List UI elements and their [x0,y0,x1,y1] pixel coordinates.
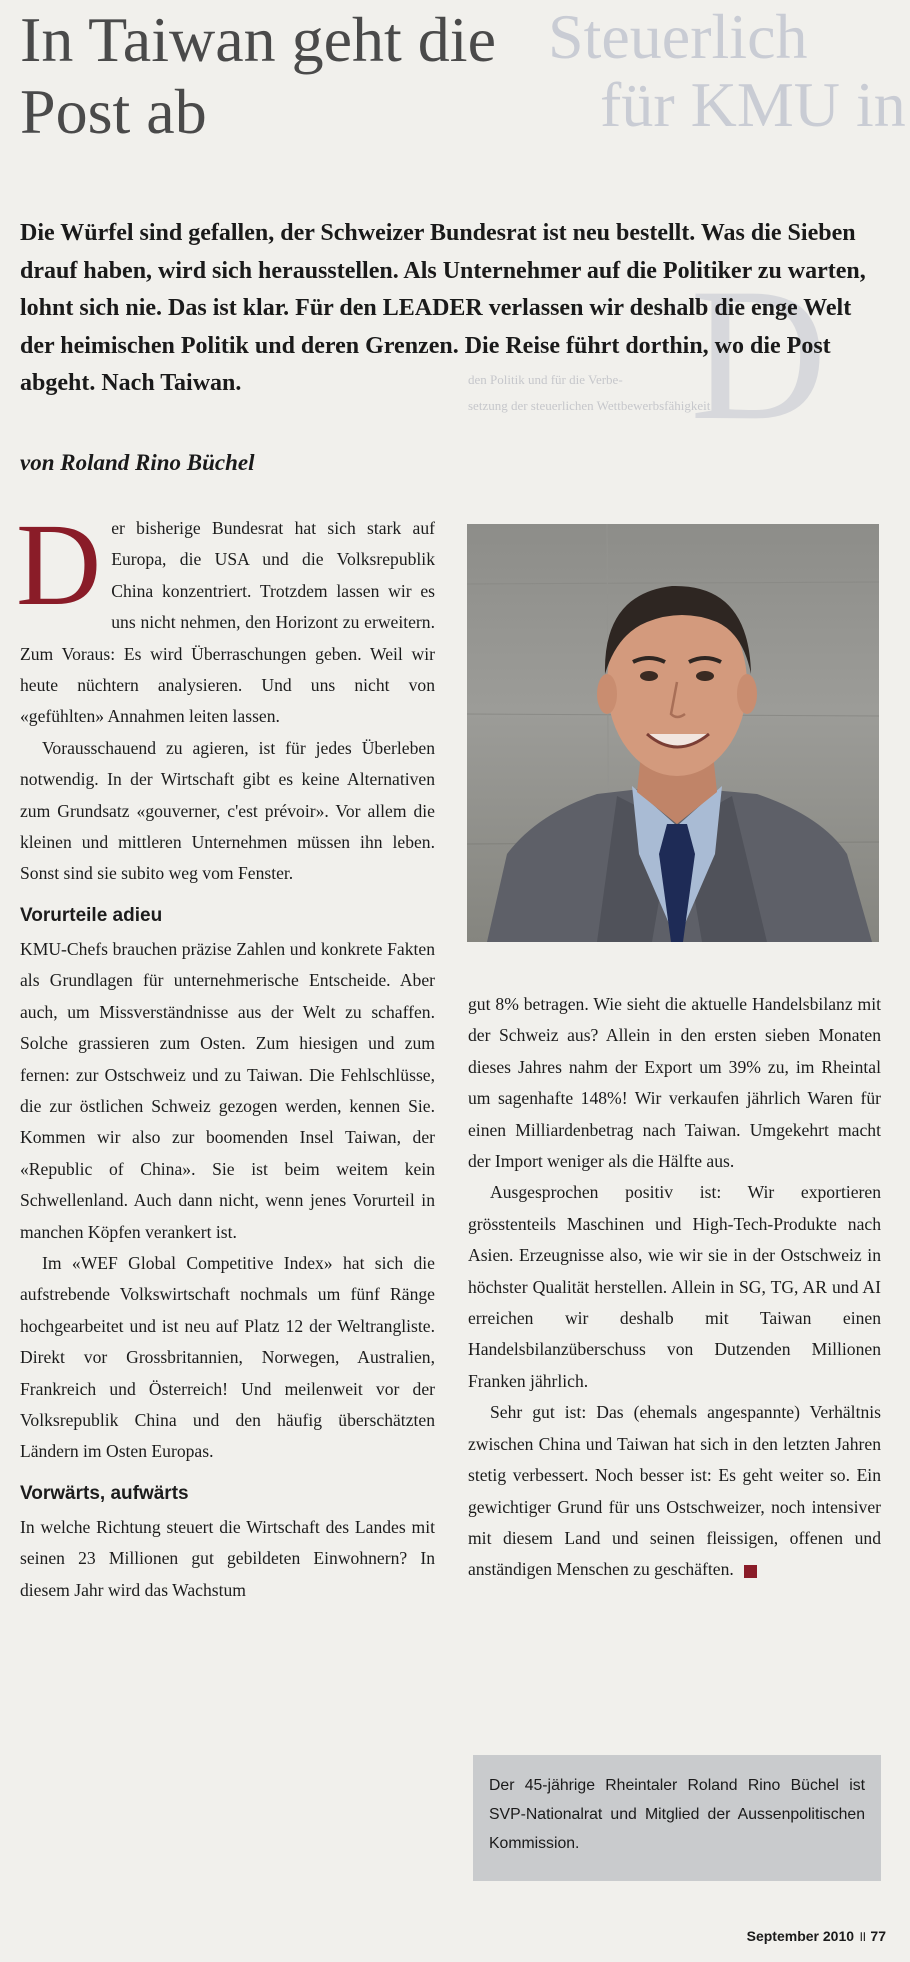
author-portrait-photo [467,524,879,942]
paragraph-3: KMU-Chefs brauchen präzise Zahlen und konkrete Fakten als Grundlagen für unternehmerische Entscheide. Aber auch, um Missverständnisse aus der Welt zu schaffen. Solche grassieren zum Osten. Zum hiesigen und zum fernen: zur Ostschweiz und zu Taiwan. Die Fehlschlüsse, die zur östlichen Schweiz gezogen werden, kennen Sie. Kommen wir also zur boomenden Insel Taiwan, der «Republic of China». Sie ist beim weitem kein Schwellenland. Auch dann nicht, wenn jenes Vorurteil in manchen Köpfen verankert ist. [20,938,435,1242]
article-lead: Die Würfel sind gefallen, der Schweizer Bundesrat ist neu bestellt. Was die Sieben drauf haben, wird sich herausstellen. Als Unternehmer auf die Politiker zu warten, lohnt sich nie. Das ist klar. Für den LEADER verlassen wir deshalb die enge Welt der heimischen Politik und deren Grenzen. Die Reise führt dorthin, wo die Post abgeht. Nach Taiwan. [20,220,866,396]
paragraph-7: Ausgesprochen positiv ist: Wir exportieren grösstenteils Maschinen und High-Tech-Produkte nach Asien. Erzeugnisse also, wie wir sie in der Ostschweiz in höchster Qualität herstellen. Allein in SG, TG, AR und AI erreichen wir deshalb mit Taiwan einen Handelsbilanzüberschuss von Dutzenden Millionen Franken jährlich. [468,1182,881,1391]
page-footer [747,1927,886,1946]
article-headline: In Taiwan geht die Post ab [20,4,496,147]
page-number: 77 [870,1928,886,1944]
paragraph-2: Vorausschauend zu agieren, ist für jedes Überleben notwendig. In der Wirtschaft gibt es keine Alternativen zum Grundsatz «gouverner, c'est prévoir». Vor allem die kleinen und mittleren Unternehmen müssen ihn leben. Sonst sind sie subito weg vom Fenster. [20,737,435,884]
article-column-right [468,989,881,1586]
bleed-text-line1: Steuerlich [548,1,808,72]
drop-cap: D [16,499,102,630]
bleed-text-line2: für KMU in [600,69,906,140]
bleed-dropcap: D [690,250,828,460]
issue-date: September 2010 [746,1928,855,1944]
footer-separator: ॥ [858,1928,867,1944]
paragraph-6: gut 8% betragen. Wie sieht die aktuelle Handelsbilanz mit der Schweiz aus? Allein in den ersten sieben Monaten dieses Jahres nahm der Export um 39% zu, im Rheintal um sagenhafte 148%! Wir verkaufen jährlich Waren für einen Milliardenbetrag nach Taiwan. Umgekehrt macht der Import weniger als die Hälfte aus. [468,994,881,1172]
paragraph-4: Im «WEF Global Competitive Index» hat sich die aufstrebende Volkswirtschaft nochmals um fünf Ränge hochgearbeitet und ist neu auf Platz 12 der Weltrangliste. Direkt vor Grossbritannien, Norwegen, Australien, Frankreich und Österreich! Und meilenweit vor der Volksrepublik China und den häufig überschätzten Ländern im Osten Europas. [20,1252,435,1462]
bleed-note-2: setzung der steuerlichen Wettbewerbsfähigkeit [468,398,711,413]
paragraph-1 [16,499,435,733]
paragraph-8 [468,1397,881,1585]
end-of-article-mark [744,1565,757,1578]
bleed-note-1: den Politik und für die Verbe- [468,372,623,387]
article-byline: von Roland Rino Büchel [20,450,255,475]
subheading-vorwaerts: Vorwärts, aufwärts [20,1482,189,1504]
paragraph-8-text: Sehr gut ist: Das (ehemals angespannte) Verhältnis zwischen China und Taiwan hat sich in den letzten Jahren stetig verbessert. Noch besser ist: Es geht weiter so. Ein gewichtiger Grund für uns Ostschweizer, noch intensiver mit diesem Land und seinen fleissigen, offenen und anständigen Menschen zu geschäften. [468,1402,881,1580]
subheading-vorurteile: Vorurteile adieu [20,904,163,926]
paragraph-1-text: er bisherige Bundesrat hat sich stark auf Europa, die USA und die Volksrepublik China konzentriert. Trotzdem lassen wir es uns nicht nehmen, den Horizont zu erweitern. Zum Voraus: Es wird Überraschungen geben. Weil wir heute nüchtern analysieren. Und uns nicht von «gefühlten» Annahmen leiten lassen. [20,518,435,727]
article-column-left [16,499,435,1606]
paragraph-5: In welche Richtung steuert die Wirtschaft des Landes mit seinen 23 Millionen gut gebildeten Einwohnern? In diesem Jahr wird das Wachstum [20,1516,435,1600]
author-caption-box: Der 45-jährige Rheintaler Roland Rino Büchel ist SVP-Nationalrat und Mitglied der Aussenpolitischen Kommission. [473,1755,881,1881]
